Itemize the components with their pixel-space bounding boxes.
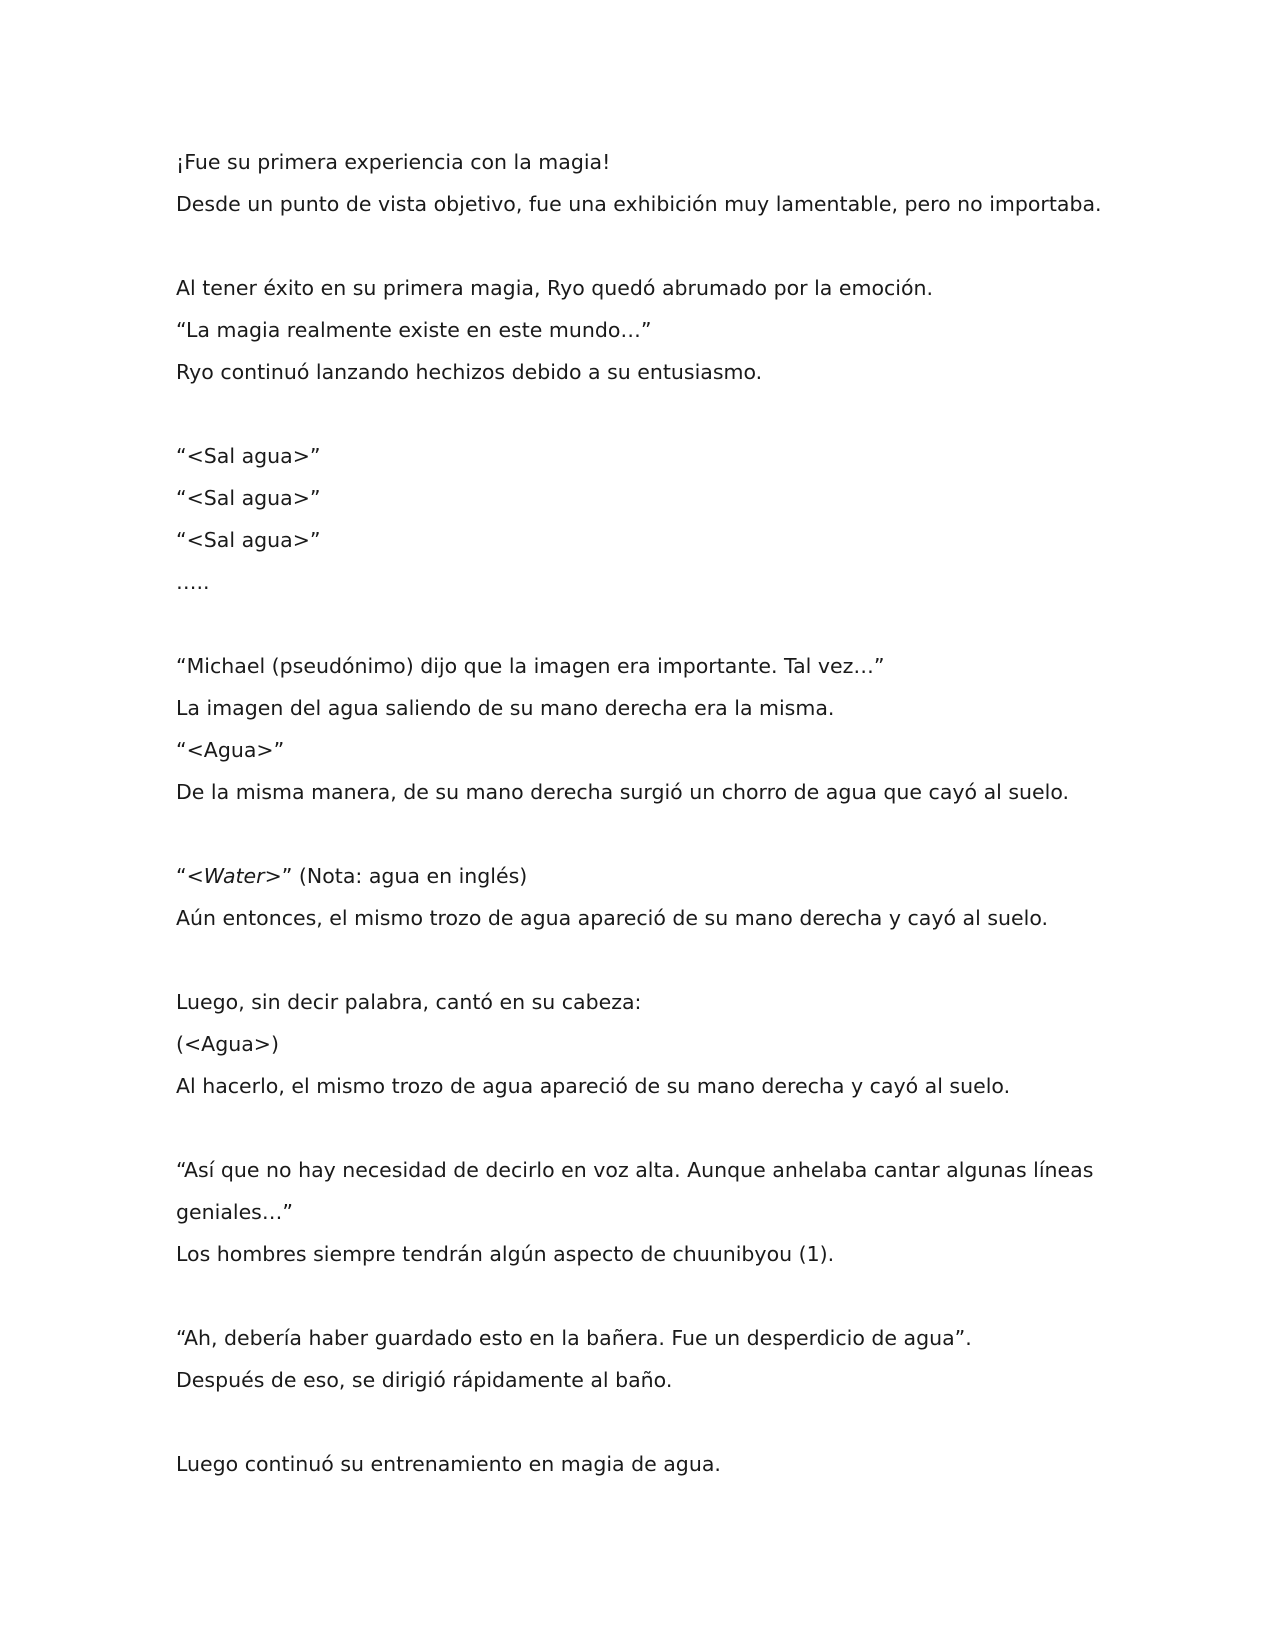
text-line: De la misma manera, de su mano derecha surgió un chorro de agua que cayó al suelo. [176, 780, 1070, 804]
text-line: ¡Fue su primera experiencia con la magia! [176, 150, 611, 174]
text-line: “<Sal agua>” [176, 444, 321, 468]
text-line: “La magia realmente existe en este mundo…” [176, 318, 652, 342]
text-line: Desde un punto de vista objetivo, fue una exhibición muy lamentable, pero no importaba. [176, 192, 1102, 216]
text-line: ….. [176, 570, 210, 594]
text-line: Luego continuó su entrenamiento en magia de agua. [176, 1452, 721, 1476]
paragraph-gap [176, 603, 1076, 645]
paragraph-gap [176, 813, 1076, 855]
text-line: “<Sal agua>” [176, 486, 321, 510]
text-line: (<Agua>) [176, 1032, 279, 1056]
text-line: geniales…” [176, 1200, 293, 1224]
paragraph-gap [176, 1401, 1076, 1443]
text-line: “Michael (pseudónimo) dijo que la imagen era importante. Tal vez…” [176, 654, 885, 678]
text-line: Los hombres siempre tendrán algún aspecto de chuunibyou (1). [176, 1242, 835, 1266]
text-line: Ryo continuó lanzando hechizos debido a su entusiasmo. [176, 360, 763, 384]
text-line: La imagen del agua saliendo de su mano derecha era la misma. [176, 696, 835, 720]
paragraph-gap [176, 939, 1076, 981]
text-line: Al tener éxito en su primera magia, Ryo quedó abrumado por la emoción. [176, 276, 933, 300]
paragraph-gap [176, 393, 1076, 435]
text-line: Al hacerlo, el mismo trozo de agua apareció de su mano derecha y cayó al suelo. [176, 1074, 1011, 1098]
text-line: “Ah, debería haber guardado esto en la bañera. Fue un desperdicio de agua”. [176, 1326, 972, 1350]
text-line: Aún entonces, el mismo trozo de agua apareció de su mano derecha y cayó al suelo. [176, 906, 1049, 930]
text-line: “Así que no hay necesidad de decirlo en voz alta. Aunque anhelaba cantar algunas líneas [176, 1158, 1094, 1182]
water-line [176, 855, 1076, 897]
paragraph-gap [176, 1107, 1076, 1149]
paragraph-gap [176, 225, 1076, 267]
paragraph-gap [176, 1275, 1076, 1317]
water-open-quote: “ [176, 864, 187, 888]
document-body [176, 141, 1102, 1485]
text-line: “<Agua>” [176, 738, 285, 762]
text-line: “<Sal agua>” [176, 528, 321, 552]
text-line: Después de eso, se dirigió rápidamente al baño. [176, 1368, 673, 1392]
water-line-rest: ” (Nota: agua en inglés) [281, 864, 528, 888]
text-line: Luego, sin decir palabra, cantó en su cabeza: [176, 990, 642, 1014]
water-italic-word: <Water> [186, 864, 282, 888]
